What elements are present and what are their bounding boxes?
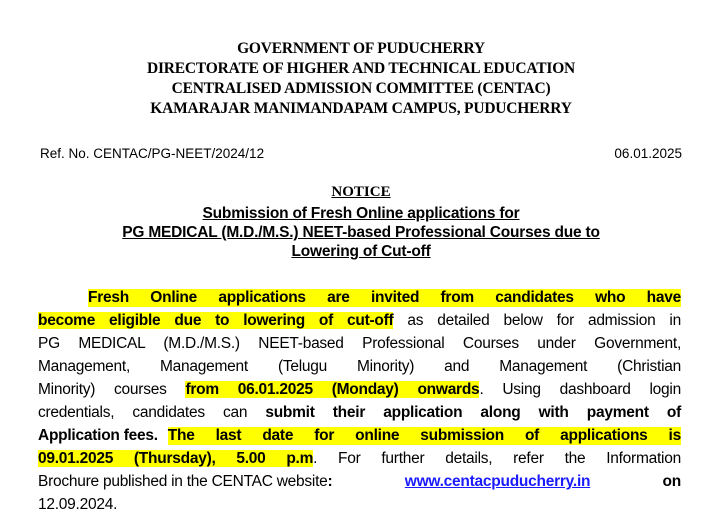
highlight-fresh-applications: Fresh Online applications are invited from candidates who have: [88, 289, 681, 306]
header-committee: CENTRALISED ADMISSION COMMITTEE (CENTAC): [171, 80, 551, 97]
highlight-deadline: 09.01.2025 (Thursday), 5.00 p.m: [38, 450, 314, 467]
reference-number: Ref. No. CENTAC/PG-NEET/2024/12: [40, 146, 265, 161]
subject-text-2: PG MEDICAL (M.D./M.S.) NEET-based Professional Courses due to: [122, 224, 600, 241]
body-line-2: [38, 312, 681, 330]
notice-date: 06.01.2025: [614, 146, 682, 161]
body-line-3: PG MEDICAL (M.D./M.S.) NEET-based Professional Courses under Government,: [38, 335, 681, 352]
body-line-4: Management, Management (Telugu Minority) and Management (Christian: [38, 358, 681, 375]
highlight-last-date: The last date for online submission of applications is: [167, 427, 681, 444]
body-text: Minority) courses: [38, 381, 186, 398]
highlight-start-date: from 06.01.2025 (Monday) onwards: [185, 381, 480, 398]
header-directorate: DIRECTORATE OF HIGHER AND TECHNICAL EDUCATION: [146, 60, 576, 77]
body-line-9: [38, 473, 681, 491]
body-text: credentials, candidates can: [38, 404, 266, 421]
bold-text: submit their application along with payment of: [265, 404, 681, 421]
body-line-8: [38, 450, 681, 468]
body-text: . For further details, refer the Information: [313, 450, 681, 467]
body-line-5: [38, 381, 681, 399]
body-line-6: [38, 404, 681, 422]
body-text: as detailed below for admission in: [393, 312, 681, 329]
highlight-eligible: become eligible due to lowering of cut-off: [38, 312, 394, 329]
notice-title-text: NOTICE: [331, 184, 391, 200]
centac-website-link[interactable]: www.centacpuducherry.in: [404, 473, 591, 490]
header-government: GOVERNMENT OF PUDUCHERRY: [237, 40, 485, 57]
subject-line-3: [0, 243, 722, 261]
body-line-1: [88, 289, 681, 307]
body-text: . Using dashboard login: [479, 381, 681, 398]
colon: :: [327, 473, 333, 490]
bold-text: on: [662, 473, 681, 490]
notice-title: [0, 184, 722, 201]
body-line-10: 12.09.2024.: [38, 496, 118, 513]
subject-line-2: [0, 224, 722, 242]
header-campus: KAMARAJAR MANIMANDAPAM CAMPUS, PUDUCHERRY: [150, 100, 572, 117]
body-text: [38, 473, 332, 491]
subject-text-3: Lowering of Cut-off: [291, 243, 431, 260]
body-line-7: [38, 427, 681, 445]
subject-text-1: Submission of Fresh Online applications for: [202, 205, 520, 222]
body-text: Brochure published in the CENTAC website: [38, 473, 328, 490]
bold-text: Application fees.: [38, 427, 158, 444]
subject-line-1: [0, 205, 722, 223]
